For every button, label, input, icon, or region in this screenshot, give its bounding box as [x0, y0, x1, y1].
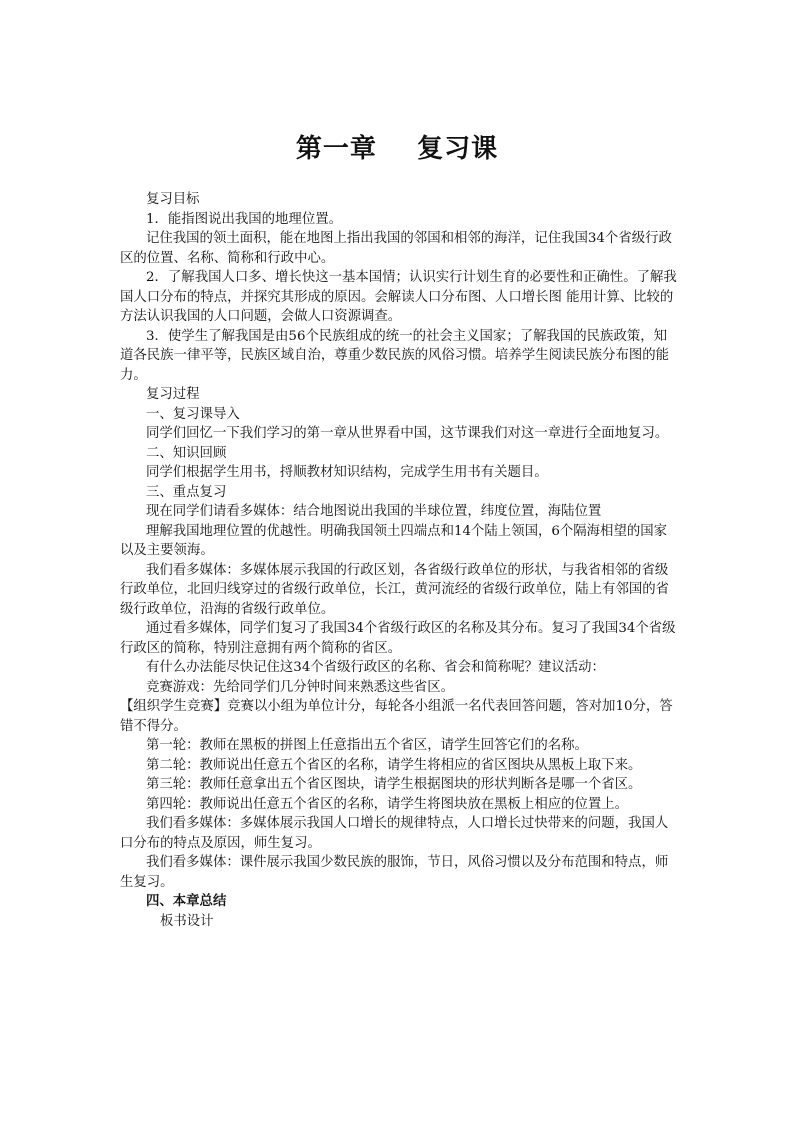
paragraph-multimedia-population: 我们看多媒体：多媒体展示我国人口增长的规律特点，人口增长过快带来的问题，我国人口分布的特点及原因，师生复习。	[120, 816, 669, 851]
paragraph-memorize-question: 有什么办法能尽快记住这34个省级行政区的名称、省会和简称呢？建议活动：	[146, 660, 605, 675]
goal-item-2: 2．了解我国人口多、增长快这一基本国情；认识实行计划生育的必要性和正确性。了解我国人口分布的特点，并探究其形成的原因。会解读人口分布图、人口增长图 能用计算、比较的方法认识我国的人口问题，会做人口资源调查。	[120, 270, 677, 324]
section-heading-review-process: 复习过程	[146, 387, 200, 402]
round-3: 第三轮：教师任意拿出五个省区图块，请学生根据图块的形状判断各是哪一个省区。	[146, 777, 642, 792]
subheading-chapter-summary: 四、本章总结	[146, 893, 227, 909]
goal-item-3: 3．使学生了解我国是由56个民族组成的统一的社会主义国家；了解我国的民族政策，知道各民族一律平等，民族区域自治，尊重少数民族的风俗习惯。培养学生阅读民族分布图的能力。	[120, 328, 670, 383]
subheading-intro: 一、复习课导入	[146, 406, 240, 422]
paragraph-multimedia-location: 现在同学们请看多媒体：结合地图说出我国的半球位置，纬度位置，海陆位置	[146, 504, 602, 519]
paragraph-board-design: 板书设计	[160, 913, 214, 929]
round-2: 第二轮：教师说出任意五个省区的名称，请学生将相应的省区图块从黑板上取下来。	[146, 757, 642, 773]
paragraph-location-advantage: 理解我国地理位置的优越性。明确我国领土四端点和14个陆上领国，6个隔海相望的国家以及主要领海。	[120, 523, 668, 558]
paragraph-knowledge-review: 同学们根据学生用书，捋顺教材知识结构，完成学生用书有关题目。	[146, 465, 548, 480]
goal-item-1: 1．能指图说出我国的地理位置。	[146, 211, 342, 227]
paragraph-divisions-review: 通过看多媒体，同学们复习了我国34个省级行政区的名称及其分布。复习了我国34个省级行政区的简称，特别注意拥有两个简称的省区。	[120, 621, 676, 656]
paragraph-competition-game: 竞赛游戏：先给同学们几分钟时间来熟悉这些省区。	[146, 679, 454, 695]
paragraph-multimedia-divisions: 我们看多媒体：多媒体展示我国的行政区划，各省级行政单位的形状，与我省相邻的省级行政单位，北回归线穿过的省级行政单位，长江，黄河流经的省级行政单位，陆上有邻国的省级行政单位，沿海的省级行政单位。	[120, 562, 670, 617]
round-4: 第四轮：教师说出任意五个省区的名称，请学生将图块放在黑板上相应的位置上。	[146, 796, 629, 812]
page-title: 第一章 复习课	[295, 134, 499, 164]
goal-item-1-detail: 记住我国的领土面积，能在地图上指出我国的邻国和相邻的海洋，记住我国34个省级行政区的位置、名称、简称和行政中心。	[120, 231, 672, 266]
section-heading-review-goals: 复习目标	[146, 192, 200, 207]
paragraph-multimedia-ethnic: 我们看多媒体：课件展示我国少数民族的服饰，节日，风俗习惯以及分布范围和特点，师生复习。	[120, 855, 669, 890]
paragraph-organize-competition: 【组织学生竞赛】竞赛以小组为单位计分，每轮各小组派一名代表回答问题，答对加10分，答错不得分。	[120, 699, 673, 734]
round-1: 第一轮：教师在黑板的拼图上任意指出五个省区，请学生回答它们的名称。	[146, 738, 588, 753]
paragraph-intro: 同学们回忆一下我们学习的第一章从世界看中国，这节课我们对这一章进行全面地复习。	[146, 426, 669, 441]
document-body	[120, 190, 680, 931]
subheading-knowledge-review: 二、知识回顾	[146, 445, 227, 461]
subheading-key-review: 三、重点复习	[146, 484, 227, 500]
